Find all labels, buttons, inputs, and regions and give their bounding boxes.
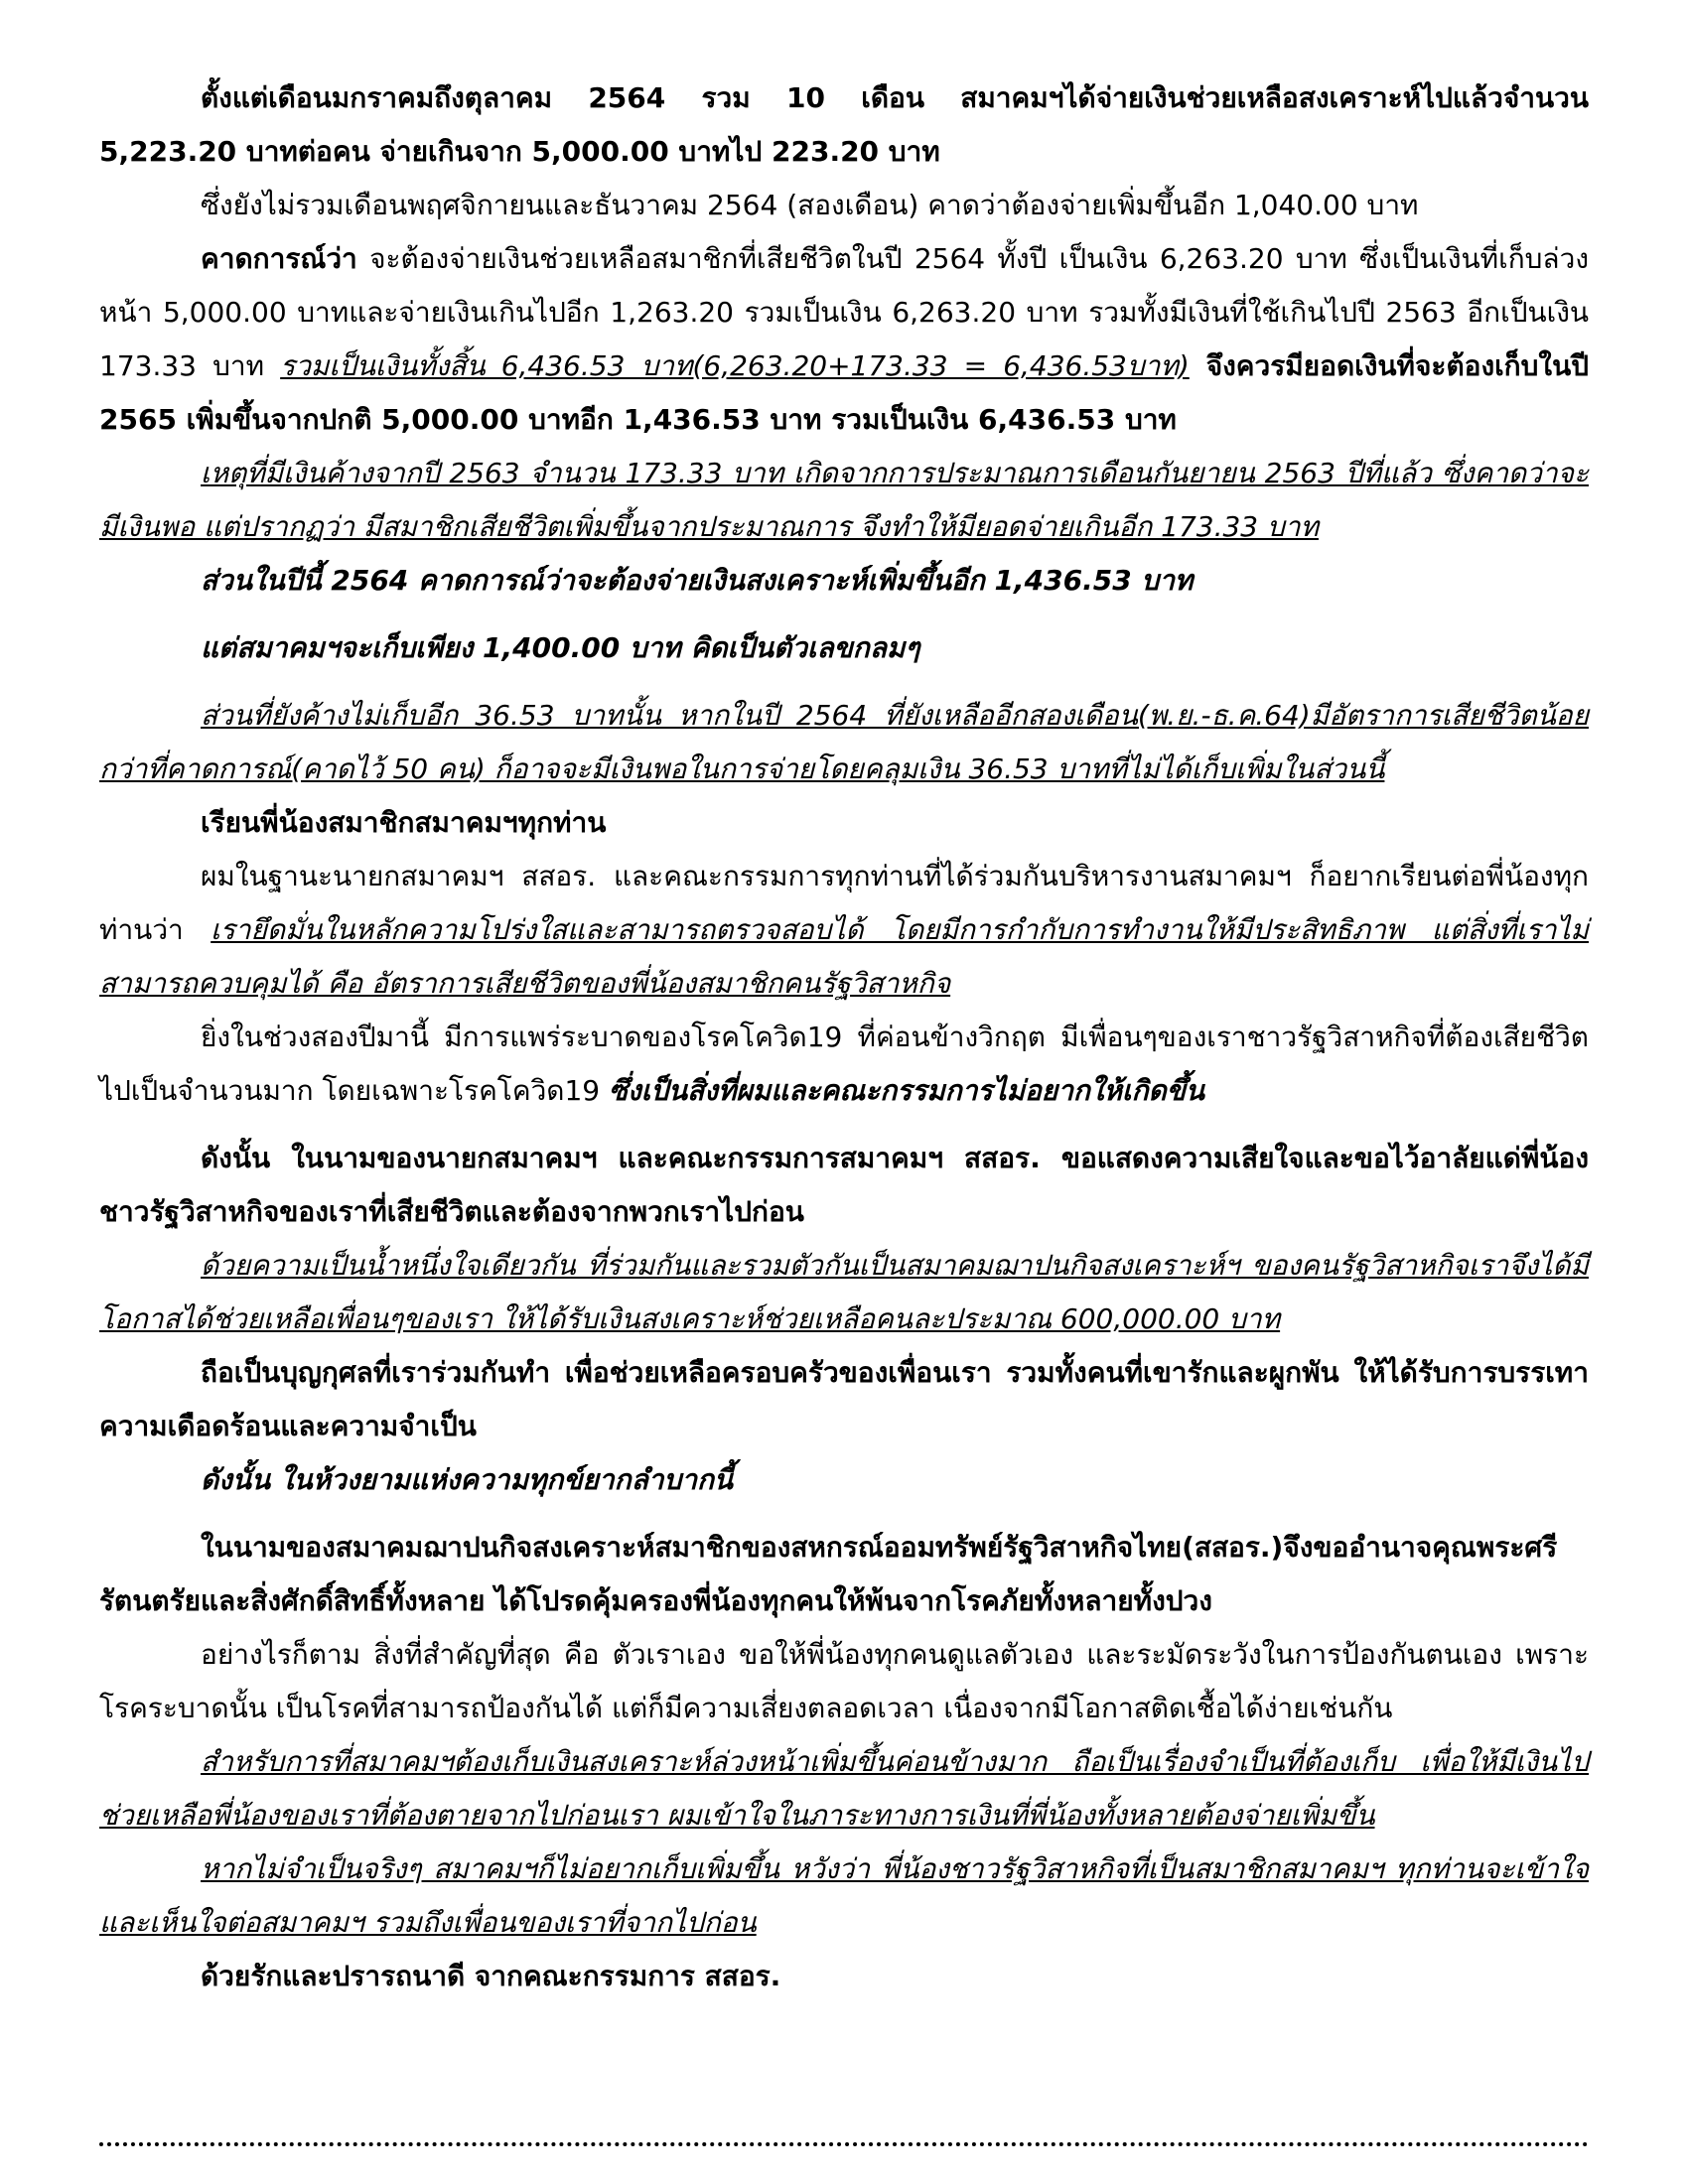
paragraph-forecast [99, 232, 1589, 447]
paragraph-collection-amount: แต่สมาคมฯจะเก็บเพียง 1,400.00 บาท คิดเป็นตัวเลขกลมๆ [201, 631, 920, 664]
paragraph-covid [99, 1011, 1589, 1118]
forecast-conclusion: จึงควรมียอดเงินที่จะต้องเก็บในปี 2565 เพิ่มขึ้นจากปกติ 5,000.00 บาทอีก 1,436.53 บาท รวมเป็นเงิน 6,436.53 บาท [99, 349, 1589, 436]
paragraph-blessing: ในนามของสมาคมฌาปนกิจสงเคราะห์สมาชิกของสหกรณ์ออมทรัพย์รัฐวิสาหกิจไทย(สสอร.)จึงขออำนาจคุณพระศรีรัตนตรัยและสิ่งศักดิ์สิทธิ์ทั้งหลาย ได้โปรดคุ้มครองพี่น้องทุกคนให้พ้นจากโรคภัยทั้งหลายทั้งปวง [99, 1531, 1558, 1617]
covid-emphasis: ซึ่งเป็นสิ่งที่ผมและคณะกรรมการไม่อยากให้เกิดขึ้น [609, 1074, 1205, 1107]
paragraph-condolence: ดังนั้น ในนามของนายกสมาคมฯ และคณะกรรมการสมาคมฯ สสอร. ขอแสดงความเสียใจและขอไว้อาลัยแด่พี่น้องชาวรัฐวิสาหกิจของเราที่เสียชีวิตและต้องจากพวกเราไปก่อน [99, 1142, 1589, 1228]
paragraph-transparency [99, 850, 1589, 1011]
forecast-total-note: รวมเป็นเงินทั้งสิ้น 6,436.53 บาท(6,263.20+173.33 = 6,436.53บาท) [280, 349, 1190, 382]
paragraph-this-year-forecast: ส่วนในปีนี้ 2564 คาดการณ์ว่าจะต้องจ่ายเงินสงเคราะห์เพิ่มขึ้นอีก 1,436.53 บาท [201, 564, 1194, 597]
paragraph-remaining-months: ซึ่งยังไม่รวมเดือนพฤศจิกายนและธันวาคม 2564 (สองเดือน) คาดว่าต้องจ่ายเพิ่มขึ้นอีก 1,040.00 บาท [201, 189, 1419, 221]
dotted-separator [99, 2142, 1589, 2146]
forecast-label: คาดการณ์ว่า [201, 242, 357, 275]
paragraph-hard-times: ดังนั้น ในห้วงยามแห่งความทุกข์ยากลำบากนี้ [201, 1463, 734, 1496]
paragraph-signoff: ด้วยรักและปรารถนาดี จากคณะกรรมการ สสอร. [201, 1960, 781, 1992]
paragraph-unity: ด้วยความเป็นน้ำหนึ่งใจเดียวกัน ที่ร่วมกันและรวมตัวกันเป็นสมาคมฌาปนกิจสงเคราะห์ฯ ของคนรัฐวิสาหกิจเราจึงได้มีโอกาสได้ช่วยเหลือเพื่อนๆของเรา ให้ได้รับเงินสงเคราะห์ช่วยเหลือคนละประมาณ 600,000.00 บาท [99, 1249, 1589, 1335]
paragraph-uncollected-note: ส่วนที่ยังค้างไม่เก็บอีก 36.53 บาทนั้น หากในปี 2564 ที่ยังเหลืออีกสองเดือน(พ.ย.-ธ.ค.64)มีอัตราการเสียชีวิตน้อยกว่าที่คาดการณ์(คาดไว้ 50 คน) ก็อาจจะมีเงินพอในการจ่ายโดยคลุมเงิน 36.53 บาทที่ไม่ได้เก็บเพิ่มในส่วนนี้ [99, 699, 1589, 785]
forecast-text: จะต้องจ่ายเงินช่วยเหลือสมาชิกที่เสียชีวิตในปี 2564 ทั้งปี เป็นเงิน 6,263.20 บาท ซึ่งเป็นเงินที่เก็บล่วงหน้า 5,000.00 บาทและจ่ายเงินเกินไปอีก 1,263.20 รวมเป็นเงิน 6,263.20 บาท รวมทั้งมีเงินที่ใช้เกินไปปี 2563 อีกเป็นเงิน 173.33 บาท [99, 242, 1589, 382]
transparency-emphasis: เรายึดมั่นในหลักความโปร่งใสและสามารถตรวจสอบได้ โดยมีการกำกับการทำงานให้มีประสิทธิภาพ แต่สิ่งที่เราไม่สามารถควบคุมได้ คือ อัตราการเสียชีวิตของพี่น้องสมาชิกคนรัฐวิสาหกิจ [99, 913, 1589, 1000]
paragraph-self-care: อย่างไรก็ตาม สิ่งที่สำคัญที่สุด คือ ตัวเราเอง ขอให้พี่น้องทุกคนดูแลตัวเอง และระมัดระวังในการป้องกันตนเอง เพราะโรคระบาดนั้น เป็นโรคที่สามารถป้องกันได้ แต่ก็มีความเสี่ยงตลอดเวลา เนื่องจากมีโอกาสติดเชื้อได้ง่ายเช่นกัน [99, 1638, 1589, 1724]
paragraph-expense-summary: ตั้งแต่เดือนมกราคมถึงตุลาคม 2564 รวม 10 เดือน สมาคมฯได้จ่ายเงินช่วยเหลือสงเคราะห์ไปแล้วจำนวน 5,223.20 บาทต่อคน จ่ายเกินจาก 5,000.00 บาทไป 223.20 บาท [99, 81, 1589, 168]
transparency-text: ผมในฐานะนายกสมาคมฯ สสอร. และคณะกรรมการทุกท่านที่ได้ร่วมกันบริหารงานสมาคมฯ ก็อยากเรียนต่อพี่น้องทุกท่านว่า [99, 860, 1589, 946]
paragraph-advance-collection: สำหรับการที่สมาคมฯต้องเก็บเงินสงเคราะห์ล่วงหน้าเพิ่มขึ้นค่อนข้างมาก ถือเป็นเรื่องจำเป็นที่ต้องเก็บ เพื่อให้มีเงินไปช่วยเหลือพี่น้องของเราที่ต้องตายจากไปก่อนเรา ผมเข้าใจในภาระทางการเงินที่พี่น้องทั้งหลายต้องจ่ายเพิ่มขึ้น [99, 1745, 1589, 1832]
paragraph-salutation: เรียนพี่น้องสมาชิกสมาคมฯทุกท่าน [201, 806, 607, 839]
paragraph-carryover-reason: เหตุที่มีเงินค้างจากปี 2563 จำนวน 173.33 บาท เกิดจากการประมาณการเดือนกันยายน 2563 ปีที่แล้ว ซึ่งคาดว่าจะมีเงินพอ แต่ปรากฏว่า มีสมาชิกเสียชีวิตเพิ่มขึ้นจากประมาณการ จึงทำให้มียอดจ่ายเกินอีก 173.33 บาท [99, 457, 1589, 543]
paragraph-merit: ถือเป็นบุญกุศลที่เราร่วมกันทำ เพื่อช่วยเหลือครอบครัวของเพื่อนเรา รวมทั้งคนที่เขารักและผูกพัน ให้ได้รับการบรรเทาความเดือดร้อนและความจำเป็น [99, 1356, 1589, 1442]
covid-text: ยิ่งในช่วงสองปีมานี้ มีการแพร่ระบาดของโรคโควิด19 ที่ค่อนข้างวิกฤต มีเพื่อนๆของเราชาวรัฐวิสาหกิจที่ต้องเสียชีวิตไปเป็นจำนวนมาก โดยเฉพาะโรคโควิด19 [99, 1021, 1589, 1107]
paragraph-apology: หากไม่จำเป็นจริงๆ สมาคมฯก็ไม่อยากเก็บเพิ่มขึ้น หวังว่า พี่น้องชาวรัฐวิสาหกิจที่เป็นสมาชิกสมาคมฯ ทุกท่านจะเข้าใจ และเห็นใจต่อสมาคมฯ รวมถึงเพื่อนของเราที่จากไปก่อน [99, 1852, 1589, 1939]
